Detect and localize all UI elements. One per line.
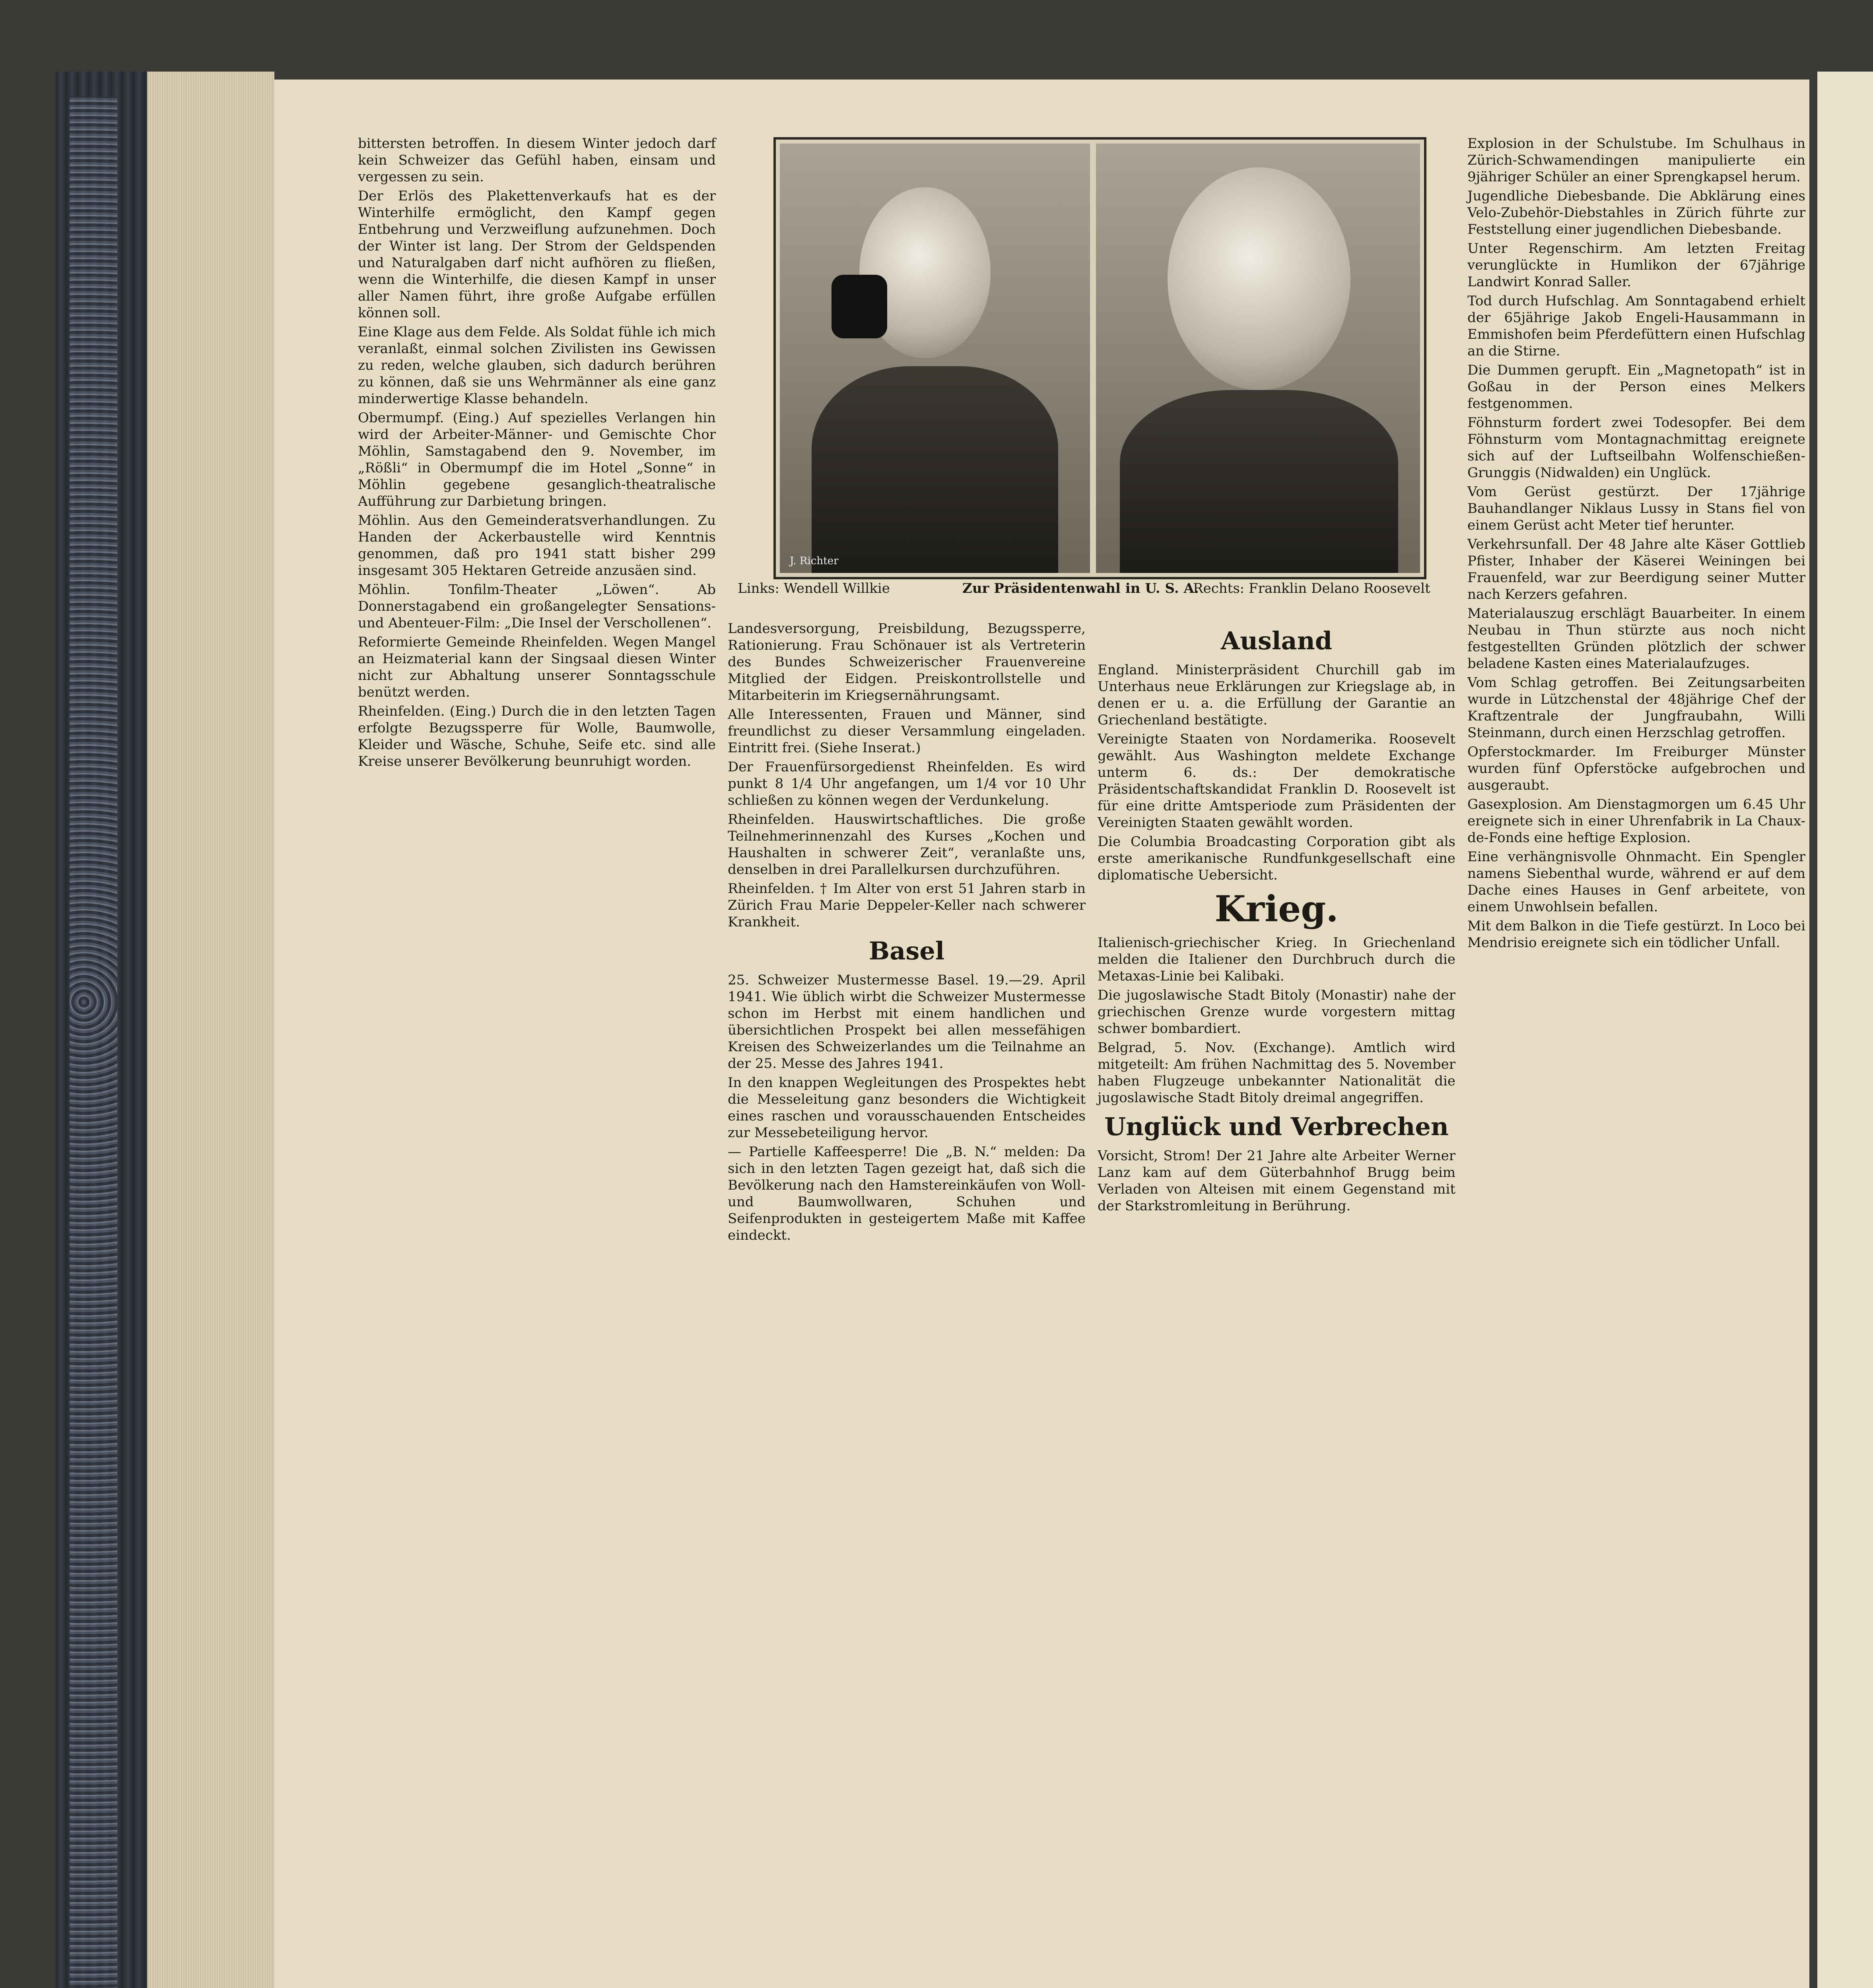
paragraph: Obermumpf. (Eing.) Auf spezielles Verlangen hin wird der Arbeiter-Männer- und Gemischte Chor Möhlin, Samstagabend den 9. November, im „Rößli“ in Obermumpf die im Hotel „Sonne“ in Möhlin gegebene gesanglich-theatralische Aufführung zur Darbietung bringen. bbox=[358, 410, 716, 509]
paragraph: Italienisch-griechischer Krieg. In Griechenland melden die Italiener den Durchbruch durch die Metaxas-Linie bei Kalibaki. bbox=[1098, 935, 1455, 984]
marbled-binding bbox=[70, 95, 117, 1988]
caption-right: Rechts: Franklin Delano Roosevelt bbox=[1193, 580, 1430, 596]
paragraph: Explosion in der Schulstube. Im Schulhaus in Zürich-Schwamendingen manipulierte ein 9jähriger Schüler an einer Sprengkapsel herum. bbox=[1467, 136, 1805, 185]
paragraph: Belgrad, 5. Nov. (Exchange). Amtlich wird mitgeteilt: Am frühen Nachmittag des 5. November haben Flugzeuge unbekannter Nationalität die jugoslawische Stadt Bitoly dreimal angegriffen. bbox=[1098, 1040, 1455, 1106]
paragraph: Die Columbia Broadcasting Corporation gibt als erste amerikanische Rundfunkgesellschaft eine diplomatische Uebersicht. bbox=[1098, 834, 1455, 883]
next-page-fragment bbox=[1817, 72, 1873, 1988]
paragraph: Tod durch Hufschlag. Am Sonntagabend erhielt der 65jährige Jakob Engeli-Hausammann in Emmishofen beim Pferdefüttern einen Hufschlag an die Stirne. bbox=[1467, 293, 1805, 359]
photo-credit: J. Richter bbox=[790, 555, 839, 567]
paragraph: Die jugoslawische Stadt Bitoly (Monastir) nahe der griechischen Grenze wurde vorgestern mittag schwer bombardiert. bbox=[1098, 987, 1455, 1037]
paragraph: Vereinigte Staaten von Nordamerika. Roosevelt gewählt. Aus Washington meldete Exchange unterm 6. ds.: Der demokratische Präsidentschaftskandidat Franklin D. Roosevelt ist für eine dritte Amtsperiode zum Präsidenten der Vereinigten Staaten gewählt worden. bbox=[1098, 731, 1455, 831]
paragraph: England. Ministerpräsident Churchill gab im Unterhaus neue Erklärungen zur Kriegslage ab, in denen er u. a. die Erfüllung der Garantie an Griechenland bestätigte. bbox=[1098, 662, 1455, 728]
paragraph: Der Frauenfürsorgedienst Rheinfelden. Es wird punkt 8 1/4 Uhr angefangen, um 1/4 vor 10 Uhr schließen zu können wegen der Verdunkelung. bbox=[728, 759, 1086, 808]
photo-roosevelt bbox=[1096, 144, 1420, 573]
election-photo bbox=[773, 137, 1426, 579]
column-3 bbox=[1098, 620, 1455, 1217]
column-1 bbox=[358, 135, 716, 772]
paragraph: In den knappen Wegleitungen des Prospektes hebt die Messeleitung ganz besonders die Wichtigkeit eines raschen und vorausschauenden Entscheides zur Messebeteiligung hervor. bbox=[728, 1075, 1086, 1141]
paragraph: Der Erlös des Plakettenverkaufs hat es der Winterhilfe ermöglicht, den Kampf gegen Entbehrung und Verzweiflung aufzunehmen. Doch der Winter ist lang. Der Strom der Geldspenden und Naturalgaben darf nicht aufhören zu fließen, wenn die Winterhilfe, die diesen Kampf in unser aller Namen führt, ihre große Aufgabe erfüllen können soll. bbox=[358, 188, 716, 321]
paragraph: Möhlin. Tonfilm-Theater „Löwen“. Ab Donnerstagabend ein großangelegter Sensations- und Abenteuer-Film: „Die Insel der Verschollenen“. bbox=[358, 582, 716, 631]
section-title-basel: Basel bbox=[868, 936, 945, 965]
paragraph: Jugendliche Diebesbande. Die Abklärung eines Velo-Zubehör-Diebstahles in Zürich führte zur Feststellung einer jugendlichen Diebesbande. bbox=[1467, 188, 1805, 237]
column-4 bbox=[1467, 135, 1805, 953]
paragraph: — Partielle Kaffeesperre! Die „B. N.“ melden: Da sich in den letzten Tagen gezeigt hat, daß sich die Bevölkerung nach den Hamstereinkäufen von Woll- und Baumwollwaren, Schuhen und Seifenprodukten in gesteigertem Maße mit Kaffee eindeckt. bbox=[728, 1144, 1086, 1243]
paragraph: Mit dem Balkon in die Tiefe gestürzt. In Loco bei Mendrisio ereignete sich ein tödlicher Unfall. bbox=[1467, 918, 1805, 951]
section-title-krieg: Krieg. bbox=[1214, 888, 1339, 930]
paragraph: Föhnsturm fordert zwei Todesopfer. Bei dem Föhnsturm vom Montagnachmittag ereignete sich auf der Luftseilbahn Wolfenschießen-Grunggis (Nidwalden) ein Unglück. bbox=[1467, 415, 1805, 481]
paragraph: Rheinfelden. (Eing.) Durch die in den letzten Tagen erfolgte Bezugssperre für Wolle, Baumwolle, Kleider und Wäsche, Schuhe, Seife etc. sind alle Kreise unserer Bevölkerung beunruhigt worden. bbox=[358, 703, 716, 769]
caption-center: Zur Präsidentenwahl in U. S. A. bbox=[962, 580, 1199, 596]
paragraph: Reformierte Gemeinde Rheinfelden. Wegen Mangel an Heizmaterial kann der Singsaal diesen Winter nicht zur Abhaltung unserer Sonntagsschule benützt werden. bbox=[358, 634, 716, 700]
paragraph: Unter Regenschirm. Am letzten Freitag verunglückte in Humlikon der 67jährige Landwirt Konrad Saller. bbox=[1467, 241, 1805, 290]
paragraph: Eine Klage aus dem Felde. Als Soldat fühle ich mich veranlaßt, einmal solchen Zivilisten ins Gewissen zu reden, welche glauben, sich dadurch berühren zu können, daß sie uns Wehrmänner als eine ganz minderwertige Klasse behandeln. bbox=[358, 324, 716, 407]
paragraph: Alle Interessenten, Frauen und Männer, sind freundlichst zu dieser Versammlung eingeladen. Eintritt frei. (Siehe Inserat.) bbox=[728, 707, 1086, 756]
paragraph: Vorsicht, Strom! Der 21 Jahre alte Arbeiter Werner Lanz kam auf dem Güterbahnhof Brugg beim Verladen von Alteisen mit einem Gegenstand mit der Starkstromleitung in Berührung. bbox=[1098, 1148, 1455, 1214]
photo-willkie bbox=[780, 144, 1090, 573]
paragraph: bittersten betroffen. In diesem Winter jedoch darf kein Schweizer das Gefühl haben, einsam und vergessen zu sein. bbox=[358, 136, 716, 185]
page-stack-edge bbox=[147, 72, 274, 1988]
paragraph: Die Dummen gerupft. Ein „Magnetopath“ ist in Goßau in der Person eines Melkers festgenommen. bbox=[1467, 362, 1805, 412]
paragraph: Eine verhängnisvolle Ohnmacht. Ein Spengler namens Siebenthal wurde, während er auf dem Dache eines Hauses in Genf arbeitete, von einem Unwohlsein befallen. bbox=[1467, 849, 1805, 915]
paragraph: Opferstockmarder. Im Freiburger Münster wurden fünf Opferstöcke aufgebrochen und ausgeraubt. bbox=[1467, 744, 1805, 793]
paragraph: Möhlin. Aus den Gemeinderatsverhandlungen. Zu Handen der Ackerbaustelle wird Kenntnis genommen, daß pro 1941 statt bisher 299 insgesamt 305 Hektaren Getreide anzusäen sind. bbox=[358, 513, 716, 579]
paragraph: Rheinfelden. † Im Alter von erst 51 Jahren starb in Zürich Frau Marie Deppeler-Keller nach schwerer Krankheit. bbox=[728, 881, 1086, 930]
paragraph: 25. Schweizer Mustermesse Basel. 19.—29. April 1941. Wie üblich wirbt die Schweizer Mustermesse schon im Herbst mit einem handlichen und übersichtlichen Prospekt bei allen messefähigen Kreisen des Schweizerlandes um die Teilnahme an der 25. Messe des Jahres 1941. bbox=[728, 972, 1086, 1072]
paragraph: Gasexplosion. Am Dienstagmorgen um 6.45 Uhr ereignete sich in einer Uhrenfabrik in La Chaux-de-Fonds eine heftige Explosion. bbox=[1467, 796, 1805, 846]
paragraph: Rheinfelden. Hauswirtschaftliches. Die große Teilnehmerinnenzahl des Kurses „Kochen und Haushalten in schwerer Zeit“, veranlaßte uns, denselben in drei Parallelkursen durchzuführen. bbox=[728, 812, 1086, 878]
paragraph: Verkehrsunfall. Der 48 Jahre alte Käser Gottlieb Pfister, Inhaber der Käserei Weiningen bei Frauenfeld, war zur Beerdigung seiner Mutter nach Kerzers gefahren. bbox=[1467, 536, 1805, 602]
paragraph: Vom Schlag getroffen. Bei Zeitungsarbeiten wurde in Lützchenstal der 48jährige Chef der Kraftzentrale der Jungfraubahn, Willi Steinmann, durch einen Herzschlag getroffen. bbox=[1467, 675, 1805, 741]
paragraph: Materialauszug erschlägt Bauarbeiter. In einem Neubau in Thun stürzte aus noch nicht festgestellten Gründen plötzlich der schwer beladene Kasten eines Materialaufzuges. bbox=[1467, 606, 1805, 672]
paragraph: Landesversorgung, Preisbildung, Bezugssperre, Rationierung. Frau Schönauer ist als Vertreterin des Bundes Schweizerischer Frauenvereine Mitglied der Eidgen. Preiskontrollstelle und Mitarbeiterin im Kriegsernährungsamt. bbox=[728, 621, 1086, 703]
section-title-ausland: Ausland bbox=[1220, 626, 1333, 655]
column-2 bbox=[728, 620, 1086, 1246]
caption-left: Links: Wendell Willkie bbox=[738, 580, 890, 596]
paragraph: Vom Gerüst gestürzt. Der 17jährige Bauhandlanger Niklaus Lussy in Stans fiel von einem Gerüst acht Meter tief herunter. bbox=[1467, 484, 1805, 533]
section-title-unglueck: Unglück und Verbrechen bbox=[1104, 1112, 1449, 1141]
